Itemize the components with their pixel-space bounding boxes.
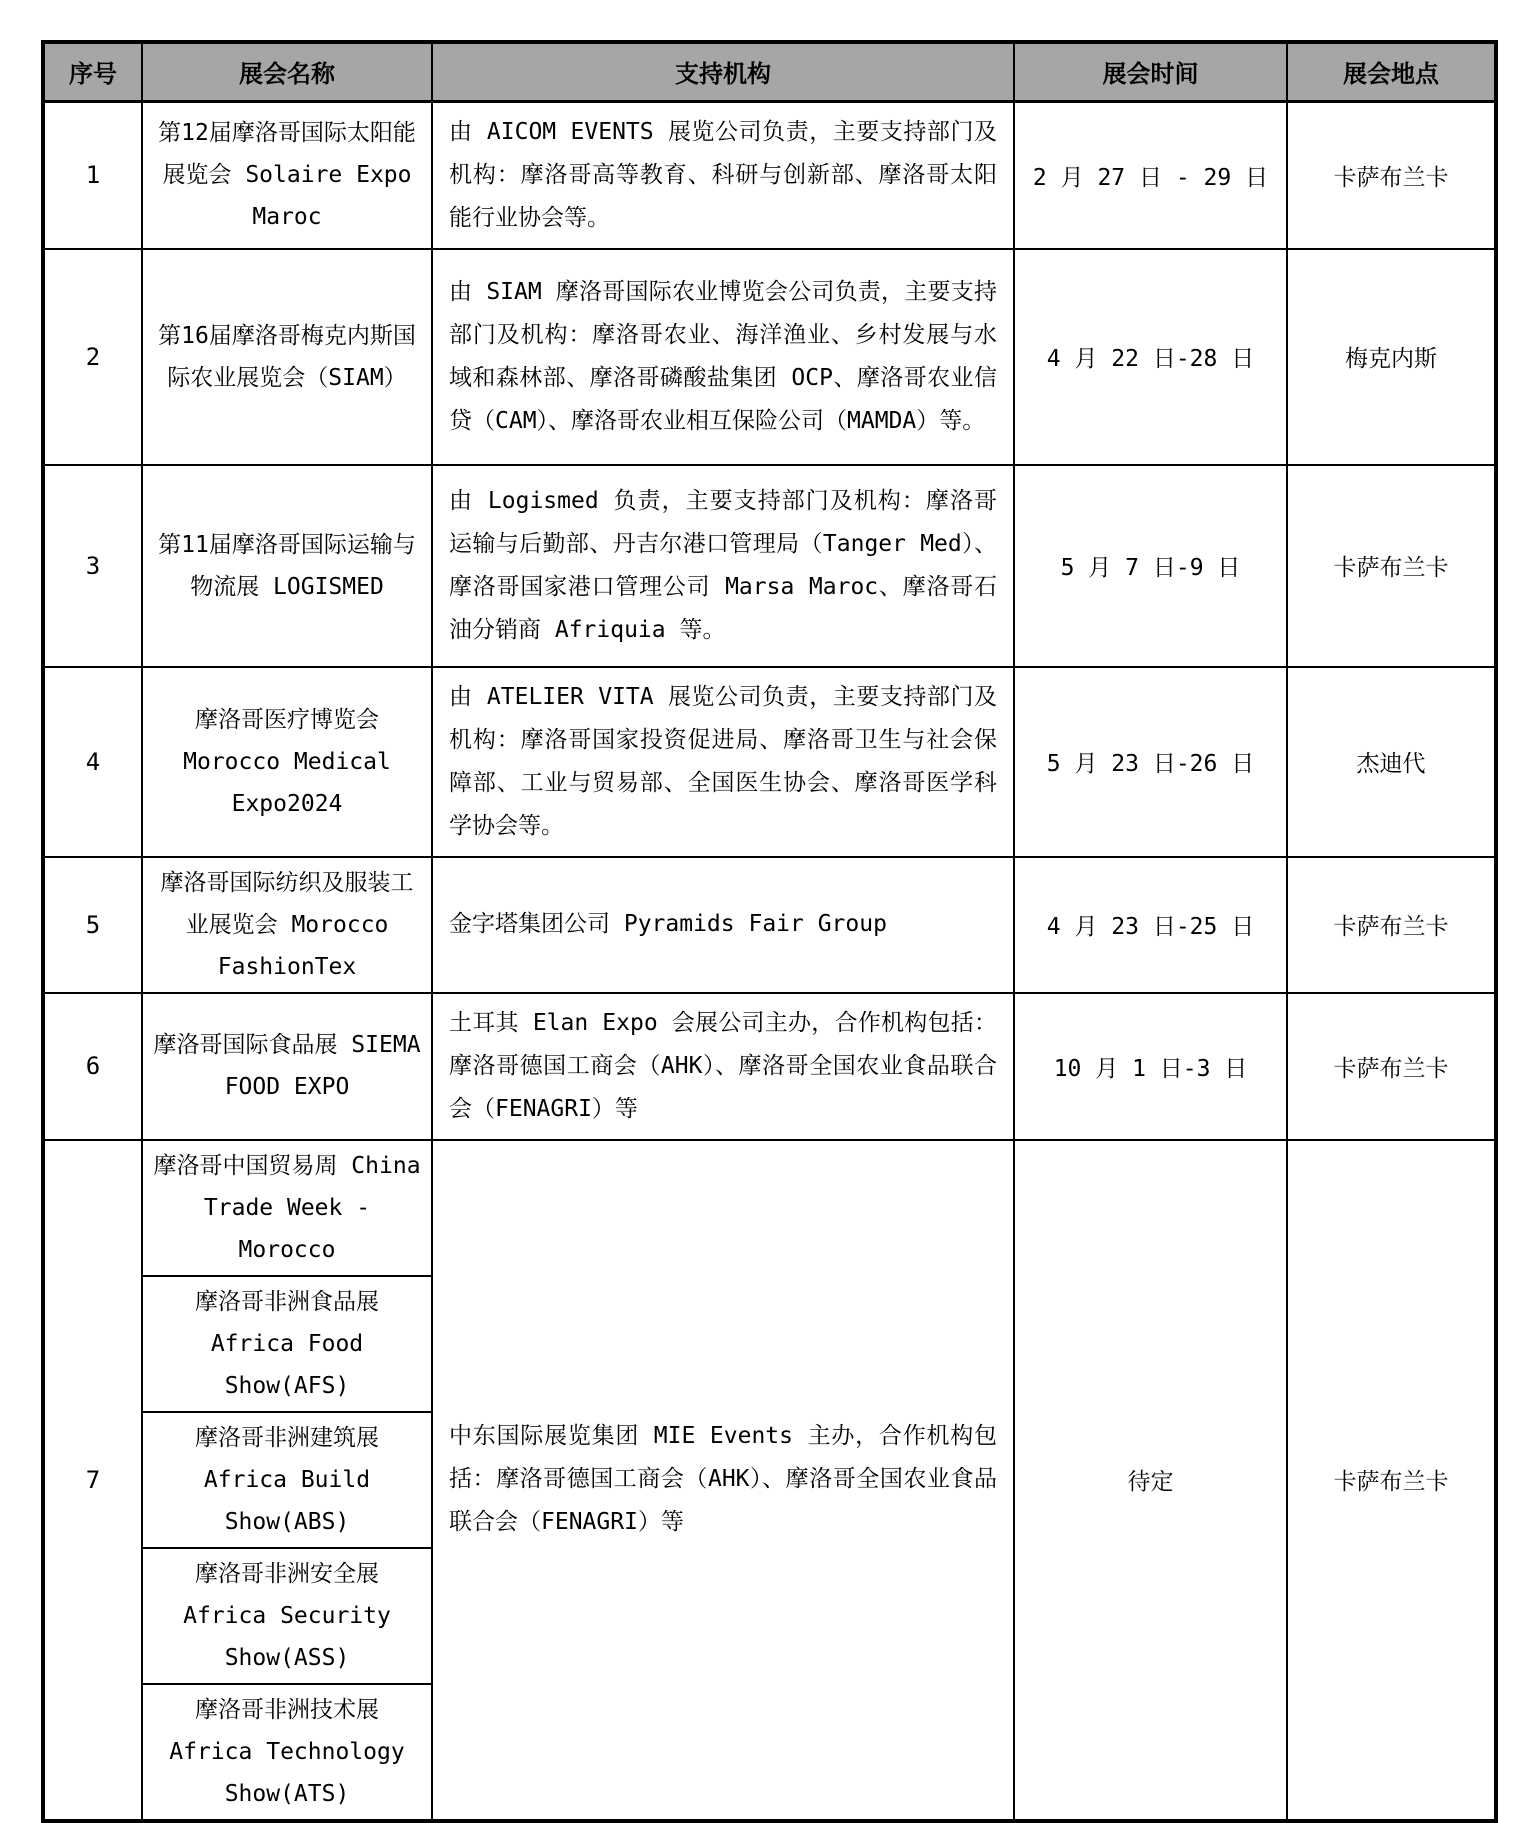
exhibition-row-1 xyxy=(43,101,1496,249)
exhibition-name-cell: 摩洛哥中国贸易周 China Trade Week - Morocco xyxy=(142,1140,432,1276)
support-org-cell: 由 SIAM 摩洛哥国际农业博览会公司负责，主要支持部门及机构：摩洛哥农业、海洋渔业、乡村发展与水域和森林部、摩洛哥磷酸盐集团 OCP、摩洛哥农业信贷（CAM）、摩洛哥农业相互保险公司（MAMDA）等。 xyxy=(432,249,1014,465)
exhibition-row-3 xyxy=(43,465,1496,667)
exhibition-location-cell: 卡萨布兰卡 xyxy=(1287,1140,1496,1821)
row-index-cell: 6 xyxy=(43,993,142,1140)
support-org-cell: 由 Logismed 负责，主要支持部门及机构：摩洛哥运输与后勤部、丹吉尔港口管理局（Tanger Med）、摩洛哥国家港口管理公司 Marsa Maroc、摩洛哥石油分销商 Afriquia 等。 xyxy=(432,465,1014,667)
exhibition-row-7-sub-1 xyxy=(43,1140,1496,1276)
exhibition-time-cell: 5 月 7 日-9 日 xyxy=(1014,465,1287,667)
exhibition-name-cell: 第11届摩洛哥国际运输与物流展 LOGISMED xyxy=(142,465,432,667)
header-row xyxy=(43,42,1496,101)
exhibition-name-cell: 摩洛哥国际纺织及服装工业展览会 Morocco FashionTex xyxy=(142,857,432,993)
exhibition-time-cell: 4 月 22 日-28 日 xyxy=(1014,249,1287,465)
col-header-index: 序号 xyxy=(43,42,142,101)
exhibition-table xyxy=(41,40,1498,1823)
exhibition-name-cell: 摩洛哥非洲安全展 Africa Security Show(ASS) xyxy=(142,1548,432,1684)
exhibition-row-6 xyxy=(43,993,1496,1140)
exhibition-name-cell: 摩洛哥国际食品展 SIEMA FOOD EXPO xyxy=(142,993,432,1140)
support-org-cell: 土耳其 Elan Expo 会展公司主办，合作机构包括：摩洛哥德国工商会（AHK）、摩洛哥全国农业食品联合会（FENAGRI）等 xyxy=(432,993,1014,1140)
support-org-cell: 金字塔集团公司 Pyramids Fair Group xyxy=(432,857,1014,993)
exhibition-time-cell: 10 月 1 日-3 日 xyxy=(1014,993,1287,1140)
row-index-cell: 1 xyxy=(43,101,142,249)
support-org-cell: 由 AICOM EVENTS 展览公司负责，主要支持部门及机构：摩洛哥高等教育、科研与创新部、摩洛哥太阳能行业协会等。 xyxy=(432,101,1014,249)
exhibition-name-cell: 第12届摩洛哥国际太阳能展览会 Solaire Expo Maroc xyxy=(142,101,432,249)
row-index-cell: 4 xyxy=(43,667,142,857)
exhibition-location-cell: 卡萨布兰卡 xyxy=(1287,993,1496,1140)
row-index-cell: 7 xyxy=(43,1140,142,1821)
exhibition-name-cell: 摩洛哥非洲食品展 Africa Food Show(AFS) xyxy=(142,1276,432,1412)
col-header-support-org: 支持机构 xyxy=(432,42,1014,101)
row-index-cell: 2 xyxy=(43,249,142,465)
exhibition-row-5 xyxy=(43,857,1496,993)
exhibition-row-2 xyxy=(43,249,1496,465)
col-header-exhibition-name: 展会名称 xyxy=(142,42,432,101)
support-org-cell: 中东国际展览集团 MIE Events 主办，合作机构包括：摩洛哥德国工商会（AHK）、摩洛哥全国农业食品联合会（FENAGRI）等 xyxy=(432,1140,1014,1821)
exhibition-row-4 xyxy=(43,667,1496,857)
exhibition-time-cell: 5 月 23 日-26 日 xyxy=(1014,667,1287,857)
exhibition-name-cell: 第16届摩洛哥梅克内斯国际农业展览会（SIAM） xyxy=(142,249,432,465)
exhibition-time-cell: 待定 xyxy=(1014,1140,1287,1821)
col-header-location: 展会地点 xyxy=(1287,42,1496,101)
col-header-time: 展会时间 xyxy=(1014,42,1287,101)
exhibition-location-cell: 卡萨布兰卡 xyxy=(1287,857,1496,993)
exhibition-location-cell: 卡萨布兰卡 xyxy=(1287,101,1496,249)
exhibition-name-cell: 摩洛哥医疗博览会 Morocco Medical Expo2024 xyxy=(142,667,432,857)
exhibition-location-cell: 梅克内斯 xyxy=(1287,249,1496,465)
row-index-cell: 3 xyxy=(43,465,142,667)
support-org-cell: 由 ATELIER VITA 展览公司负责，主要支持部门及机构：摩洛哥国家投资促进局、摩洛哥卫生与社会保障部、工业与贸易部、全国医生协会、摩洛哥医学科学协会等。 xyxy=(432,667,1014,857)
exhibition-location-cell: 杰迪代 xyxy=(1287,667,1496,857)
exhibition-time-cell: 4 月 23 日-25 日 xyxy=(1014,857,1287,993)
exhibition-name-cell: 摩洛哥非洲建筑展 Africa Build Show(ABS) xyxy=(142,1412,432,1548)
exhibition-name-cell: 摩洛哥非洲技术展 Africa Technology Show(ATS) xyxy=(142,1684,432,1821)
exhibition-time-cell: 2 月 27 日 - 29 日 xyxy=(1014,101,1287,249)
row-index-cell: 5 xyxy=(43,857,142,993)
exhibition-location-cell: 卡萨布兰卡 xyxy=(1287,465,1496,667)
